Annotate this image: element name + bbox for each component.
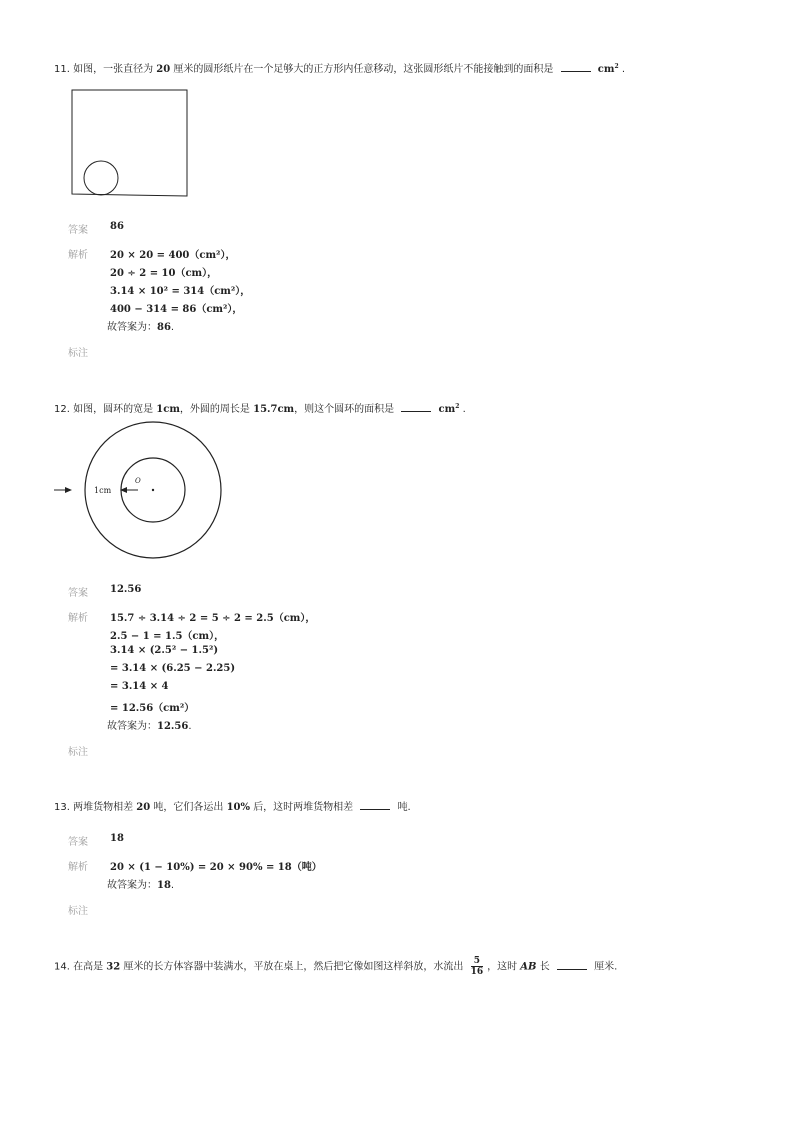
answer-blank bbox=[561, 63, 591, 72]
width-label: 1cm bbox=[94, 486, 112, 495]
analysis-step: 3.14 × (2.5² − 1.5²) bbox=[110, 645, 219, 656]
arrow-outer-head bbox=[65, 487, 72, 493]
answer-label: 答案 bbox=[68, 588, 88, 599]
answer-blank bbox=[360, 801, 390, 810]
answer-label: 答案 bbox=[68, 225, 88, 236]
analysis-step: 20 ÷ 2 = 10（cm）， bbox=[110, 268, 218, 279]
answer-blank bbox=[401, 403, 431, 412]
answer-value: 86 bbox=[110, 221, 124, 232]
analysis-label: 解析 bbox=[68, 613, 88, 624]
fraction: $\frac{5}{16}$ bbox=[470, 956, 484, 977]
question-number: 13. bbox=[54, 802, 70, 813]
question-number: 11. bbox=[54, 64, 70, 75]
note-label: 标注 bbox=[68, 906, 88, 917]
variable: AB bbox=[520, 961, 537, 973]
paper-circle bbox=[84, 161, 118, 195]
analysis-step: 2.5 − 1 = 1.5（cm）， bbox=[110, 631, 225, 642]
question-12-stem: 12. 如图，圆环的宽是 1cm，外圆的周长是 15.7cm，则这个圆环的面积是 $cm^2$ . bbox=[54, 403, 466, 415]
analysis-step: 400 − 314 = 86（cm²）， bbox=[110, 304, 243, 315]
answer-label: 答案 bbox=[68, 837, 88, 848]
answer-value: 12.56 bbox=[110, 584, 142, 595]
analysis-step: 20 × (1 − 10%) = 20 × 90% = 18（吨） bbox=[110, 862, 322, 873]
analysis-step: 3.14 × 10² = 314（cm²）， bbox=[110, 286, 251, 297]
question-14-stem: 14. 在高是 32 厘米的长方体容器中装满水，平放在桌上，然后把它像如图这样斜放，水流出 $\frac{5}{16}$ ，这时 AB 长 厘米. bbox=[54, 956, 618, 977]
conclusion: 故答案为：12.56. bbox=[107, 721, 192, 732]
analysis-step: = 12.56（cm²） bbox=[110, 703, 195, 714]
question-number: 14. bbox=[54, 961, 70, 973]
question-11-stem: 11. 如图，一张直径为 20 厘米的圆形纸片在一个足够大的正方形内任意移动，这张圆形纸片不能接触到的面积是 $cm^2$ . bbox=[54, 63, 625, 75]
square bbox=[72, 90, 187, 196]
center-label: O bbox=[135, 477, 141, 485]
analysis-label: 解析 bbox=[68, 862, 88, 873]
answer-value: 18 bbox=[110, 833, 124, 844]
analysis-step: 15.7 ÷ 3.14 ÷ 2 = 5 ÷ 2 = 2.5（cm）， bbox=[110, 613, 316, 624]
analysis-step: 20 × 20 = 400（cm²）， bbox=[110, 250, 236, 261]
analysis-label: 解析 bbox=[68, 250, 88, 261]
analysis-step: = 3.14 × 4 bbox=[110, 681, 169, 692]
conclusion: 故答案为：18. bbox=[107, 880, 175, 891]
center-point bbox=[152, 489, 154, 491]
note-label: 标注 bbox=[68, 348, 88, 359]
annulus-figure bbox=[50, 420, 230, 565]
square-circle-figure bbox=[70, 89, 190, 199]
answer-blank bbox=[557, 961, 587, 970]
question-number: 12. bbox=[54, 404, 70, 415]
conclusion: 故答案为：86. bbox=[107, 322, 175, 333]
note-label: 标注 bbox=[68, 747, 88, 758]
analysis-step: = 3.14 × (6.25 − 2.25) bbox=[110, 663, 236, 674]
question-13-stem: 13. 两堆货物相差 20 吨，它们各运出 10% 后，这时两堆货物相差 吨. bbox=[54, 802, 411, 813]
